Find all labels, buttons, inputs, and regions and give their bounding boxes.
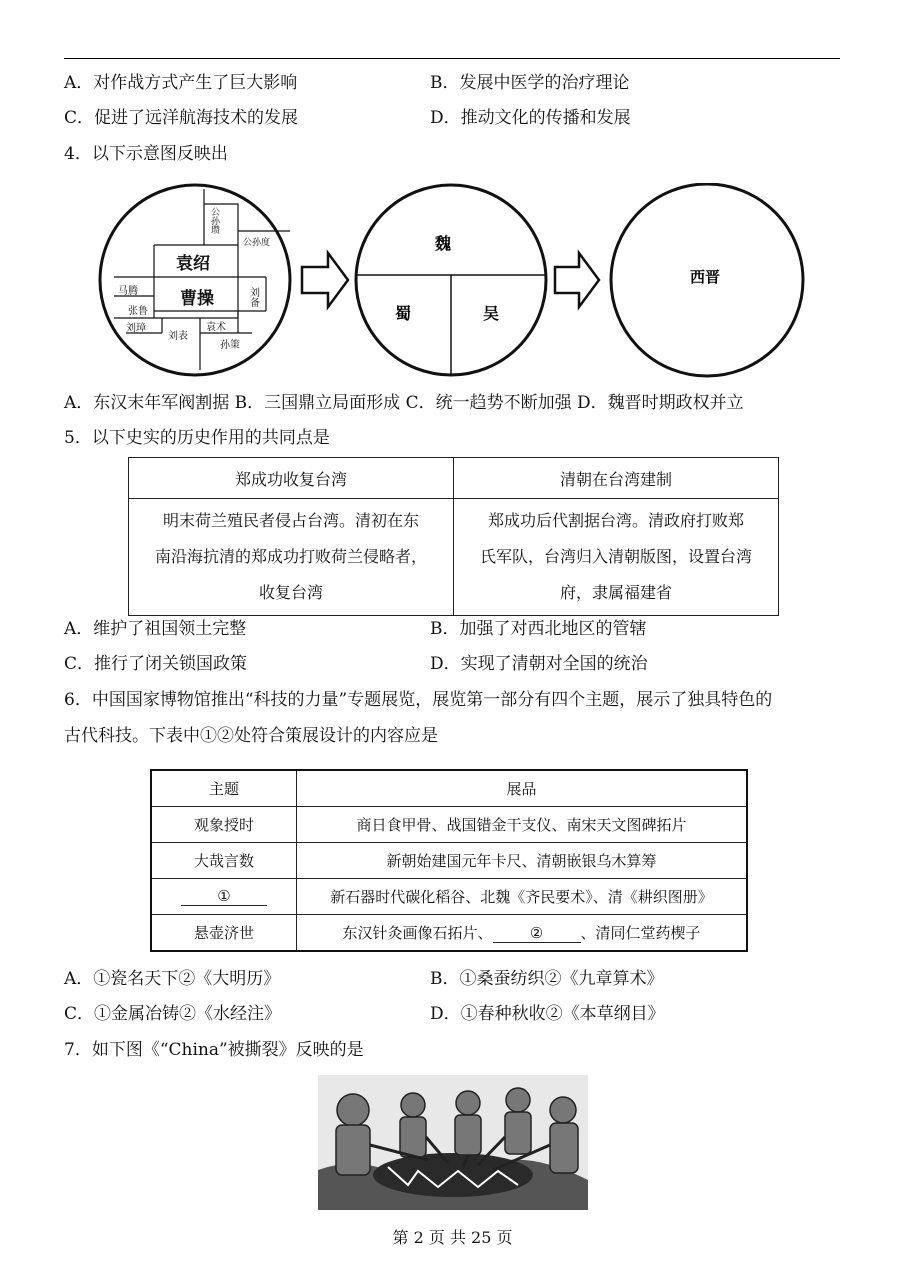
q6-option-b[interactable]: B．①桑蚕纺织②《九章算术》 — [430, 969, 664, 989]
q5-header-qing: 清朝在台湾建制 — [454, 458, 779, 499]
blank-2: ② — [493, 924, 581, 943]
q6-option-d[interactable]: D．①春种秋收②《本草纲目》 — [430, 1004, 665, 1024]
label-yuanshao: 袁绍 — [176, 254, 210, 274]
q3-option-a[interactable]: A．对作战方式产生了巨大影响 — [64, 73, 298, 93]
q5-cell-qing: 郑成功后代割据台湾。清政府打败郑 氏军队，台湾归入清朝版图，设置台湾 府，隶属福建省 — [454, 499, 779, 616]
label-liuzhang: 刘璋 — [126, 323, 146, 334]
q5-stem: 5．以下史实的历史作用的共同点是 — [64, 428, 330, 448]
q5-table — [128, 457, 779, 616]
label-mateng: 马腾 — [118, 286, 138, 297]
table-row: 悬壶济世 东汉针灸画像石拓片、 ② 、清同仁堂药楔子 — [151, 915, 747, 952]
q5-option-c[interactable]: C．推行了闭关锁国政策 — [64, 654, 248, 674]
label-shu: 蜀 — [395, 304, 412, 323]
blank-1: ① — [181, 887, 267, 906]
header-rule — [64, 58, 840, 59]
label-yuanshu: 袁术 — [206, 322, 226, 333]
label-liubiao: 刘表 — [168, 331, 188, 342]
q6-header-exhibits: 展品 — [297, 770, 748, 807]
q5-option-d[interactable]: D．实现了清朝对全国的统治 — [430, 654, 648, 674]
label-caocao: 曹操 — [180, 289, 214, 309]
q6-stem-line1: 6．中国国家博物馆推出“科技的力量”专题展览，展览第一部分有四个主题，展示了独具特色的 — [64, 690, 773, 710]
q6-header-theme: 主题 — [151, 770, 297, 807]
q3-option-c[interactable]: C．促进了远洋航海技术的发展 — [64, 108, 299, 128]
label-gongsunzan: 公孙瓒 — [209, 207, 219, 234]
china-torn-cartoon-image — [318, 1075, 588, 1210]
label-gongsundu: 公孙度 — [243, 238, 271, 248]
q6-option-c[interactable]: C．①金属冶铸②《水经注》 — [64, 1004, 282, 1024]
table-row: ① 新石器时代碳化稻谷、北魏《齐民要术》、清《耕织图册》 — [151, 879, 747, 915]
q5-option-a[interactable]: A．维护了祖国领土完整 — [64, 619, 247, 639]
label-xijin: 西晋 — [690, 268, 721, 286]
q4-options[interactable]: A．东汉末年军阀割据 B．三国鼎立局面形成 C．统一趋势不断加强 D．魏晋时期政权并立 — [64, 393, 744, 413]
q4-stem: 4．以下示意图反映出 — [64, 144, 228, 164]
q5-option-b[interactable]: B．加强了对西北地区的管辖 — [430, 619, 647, 639]
q3-option-d[interactable]: D．推动文化的传播和发展 — [430, 108, 631, 128]
western-jin-circle — [611, 184, 803, 376]
table-row: 观象授时 商日食甲骨、战国错金干支仪、南宋天文图碑拓片 — [151, 807, 747, 843]
q3-option-b[interactable]: B．发展中医学的治疗理论 — [430, 73, 630, 93]
q7-stem: 7．如下图《“China”被撕裂》反映的是 — [64, 1040, 364, 1060]
q6-table — [150, 769, 748, 952]
q6-option-a[interactable]: A．①瓷名天下②《大明历》 — [64, 969, 281, 989]
q5-header-zheng: 郑成功收复台湾 — [129, 458, 454, 499]
label-wu: 吴 — [483, 304, 500, 323]
q5-cell-zheng: 明末荷兰殖民者侵占台湾。清初在东 南沿海抗清的郑成功打败荷兰侵略者， 收复台湾 — [129, 499, 454, 616]
arrow-icon — [302, 253, 348, 307]
q4-diagram — [96, 183, 808, 379]
three-kingdoms-circle — [356, 185, 546, 375]
warlords-map-circle — [100, 185, 290, 375]
label-zhanglu: 张鲁 — [128, 306, 148, 317]
label-liubei: 刘备 — [247, 287, 259, 307]
arrow-icon — [555, 253, 599, 307]
table-row: 大哉言数 新朝始建国元年卡尺、清朝嵌银乌木算筹 — [151, 843, 747, 879]
label-wei: 魏 — [435, 234, 452, 253]
page-footer: 第 2 页 共 25 页 — [392, 1228, 513, 1247]
q6-stem-line2: 古代科技。下表中①②处符合策展设计的内容应是 — [64, 726, 438, 746]
label-sunce: 孙策 — [220, 340, 240, 351]
